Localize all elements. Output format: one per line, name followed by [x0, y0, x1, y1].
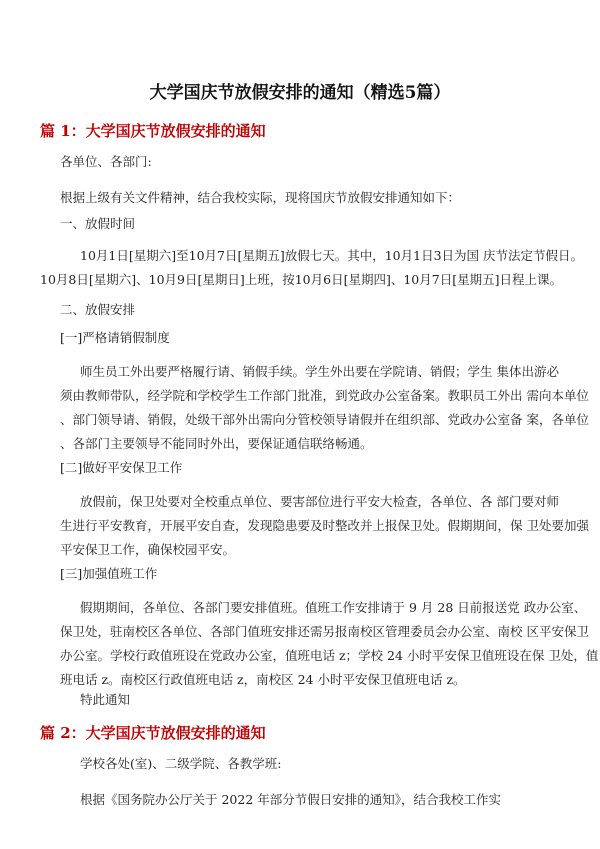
paragraph-line: 、部门领导请、销假，处级干部外出需向分管校领导请假并在组织部、党政办公室备 案，各单位 [60, 412, 589, 427]
document-title: 大学国庆节放假安排的通知（精选5篇） [149, 83, 451, 103]
section-1-paragraph [40, 244, 584, 292]
paragraph-line: 办公室。学校行政值班设在党政办公室，值班电话 z；学校 24 小时平安保卫值班设在保 卫处，值 [60, 648, 599, 663]
article-1-intro: 根据上级有关文件精神，结合我校实际，现将国庆节放假安排通知如下： [60, 190, 461, 205]
paragraph-line: 班电话 z。南校区行政值班电话 z，南校区 24 小时平安保卫值班电话 z。 [60, 672, 466, 687]
subsection-2-paragraph [60, 490, 600, 562]
paragraph-line: 、各部门主要领导不能同时外出，要保证通信联络畅通。 [60, 436, 373, 451]
article-2-intro: 根据《国务院办公厅关于 2022 年部分节假日安排的通知》，结合我校工作实 [80, 792, 502, 807]
paragraph-line: 生进行平安教育，开展平安自查，发现隐患要及时整改并上报保卫处。假期期间，保 卫处要加强 [60, 518, 589, 533]
paragraph-line: 10月8日[星期六]、10月9日[星期日]上班，按10月6日[星期四]、10月7日[星期五]日程上课。 [40, 272, 562, 287]
subsection-3-paragraph [60, 596, 600, 692]
paragraph-line: 放假前，保卫处要对全校重点单位、要害部位进行平安大检查，各单位、各 部门要对师 [80, 494, 559, 509]
paragraph-line: 假期期间，各单位、各部门要安排值班。值班工作安排请于 9 月 28 日前报送党 政办公室、 [80, 600, 587, 615]
paragraph-line: 保卫处，驻南校区各单位、各部门值班安排还需另报南校区管理委员会办公室、南校 区平安保卫 [60, 624, 589, 639]
section-1-title: 一、放假时间 [60, 216, 136, 231]
closing-text: 特此通知 [80, 692, 131, 707]
subsection-3-title: [三]加强值班工作 [60, 566, 158, 581]
article-2-heading: 篇 2：大学国庆节放假安排的通知 [40, 724, 266, 742]
article-2-salutation: 学校各处(室)、二级学院、各教学班: [80, 756, 282, 771]
section-2-title: 二、放假安排 [60, 302, 136, 317]
subsection-1-title: [一]严格请销假制度 [60, 330, 170, 345]
paragraph-line: 10月1日[星期六]至10月7日[星期五]放假七天。其中，10月1日3日为国 庆节法定节假日。 [80, 248, 584, 263]
subsection-1-paragraph [60, 360, 600, 456]
paragraph-line: 须由教师带队，经学院和学校学生工作部门批准，到党政办公室备案。教职员工外出 需向本单位 [60, 388, 589, 403]
subsection-2-title: [二]做好平安保卫工作 [60, 460, 183, 475]
article-1-heading: 篇 1：大学国庆节放假安排的通知 [40, 122, 266, 140]
paragraph-line: 师生员工外出要严格履行请、销假手续。学生外出要在学院请、销假；学生 集体出游必 [80, 364, 559, 379]
paragraph-line: 平安保卫工作，确保校园平安。 [60, 542, 236, 557]
article-1-salutation: 各单位、各部门: [60, 154, 152, 169]
